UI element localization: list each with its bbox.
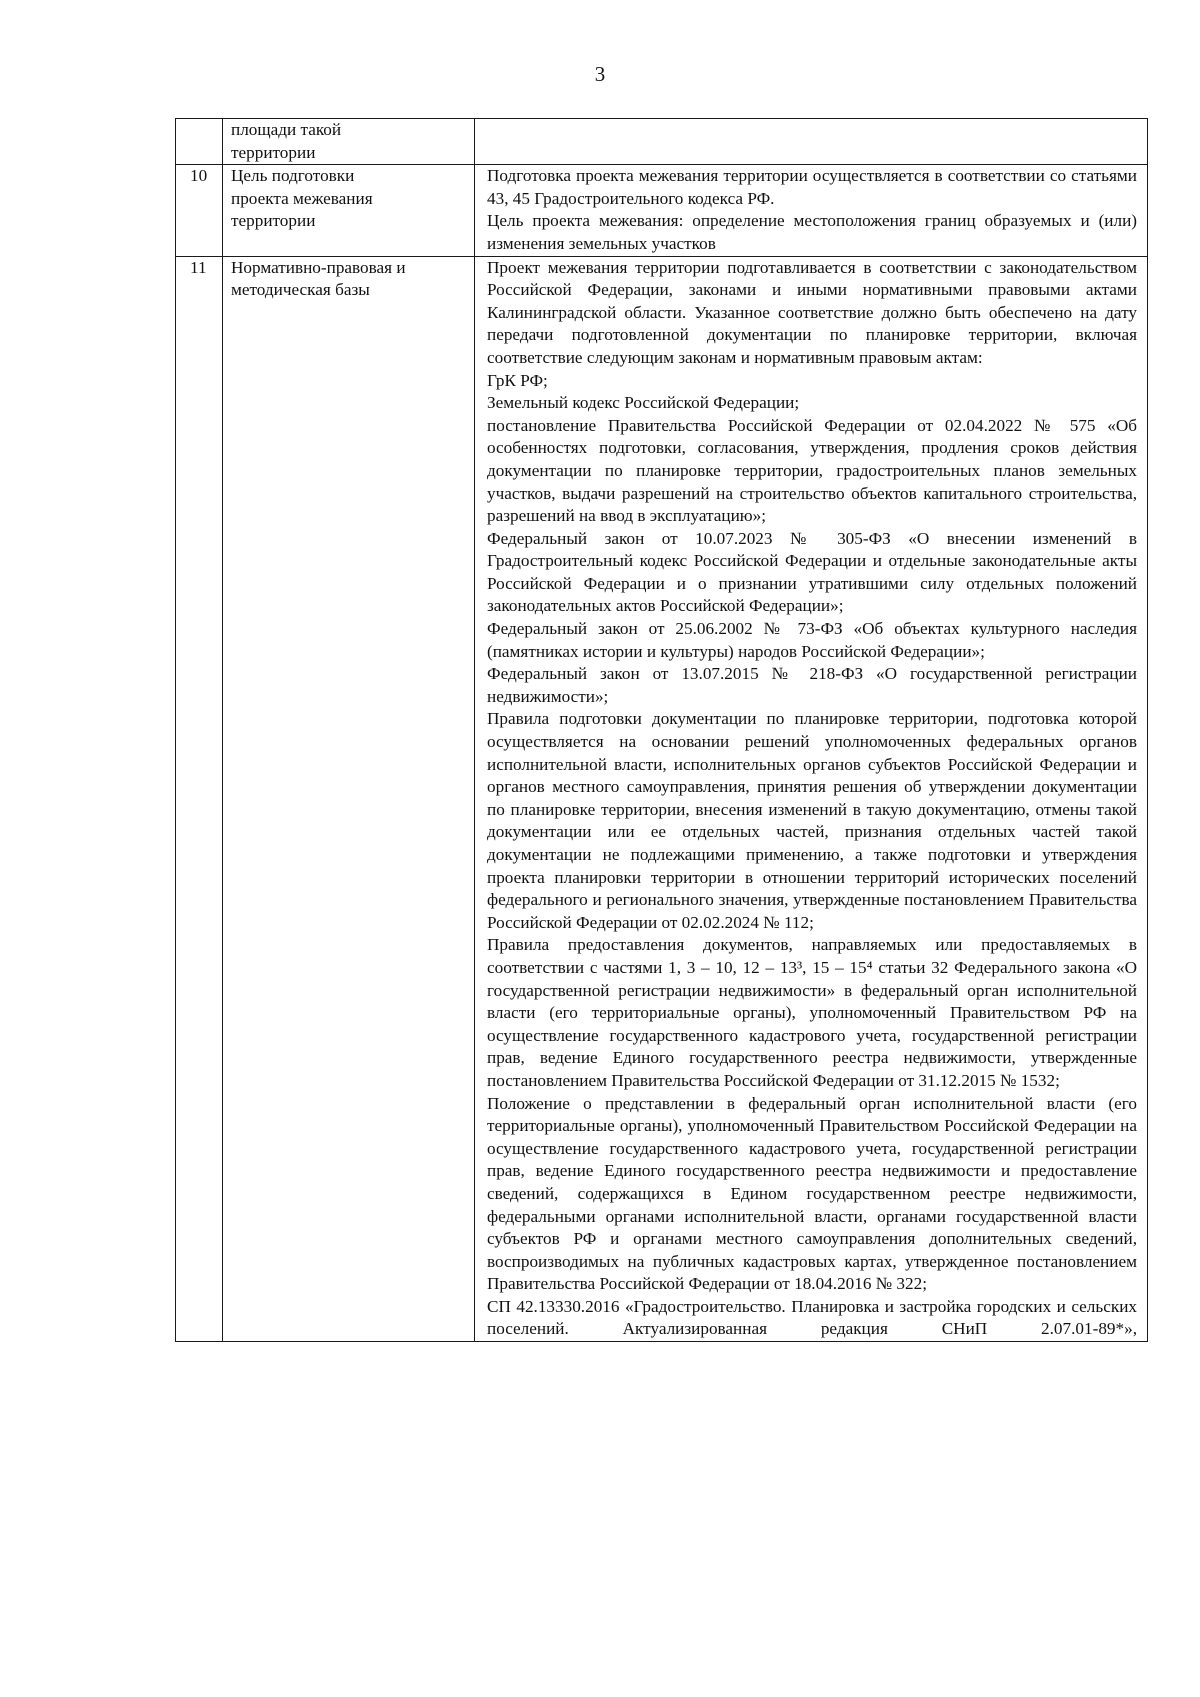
description-paragraph: постановление Правительства Российской Федерации от 02.04.2022 № 575 «Об особенностях подготовки, согласования, утверждения, продления сроков действия документации по планировке территории, градостроительных планов земельных участков, выдачи разрешений на строительство объектов капитального строительства, разрешений на ввод в эксплуатацию»; bbox=[487, 415, 1137, 526]
description-paragraph: Правила предоставления документов, направляемых или предоставляемых в соответствии с частями 1, 3 – 10, 12 – 13³, 15 – 15⁴ статьи 32 Федерального закона «О государственной регистрации недвижимости» в федеральный орган исполнительной власти (его территориальные органы), уполномоченный Правительством РФ на осуществление государственного кадастрового учета, государственной регистрации прав, ведение Единого государственного реестра недвижимости, утвержденные постановлением Правительства Российской Федерации от 31.12.2015 № 1532; bbox=[487, 935, 1137, 1090]
row-number bbox=[176, 119, 223, 165]
row-number: 11 bbox=[176, 256, 223, 1342]
row-description bbox=[475, 165, 1148, 256]
row-name: Цель подготовки проекта межевания территории bbox=[223, 165, 475, 256]
description-paragraph: Правила подготовки документации по планировке территории, подготовка которой осуществляется на основании решений уполномоченных федеральных органов исполнительной власти, исполнительных органов субъектов Российской Федерации и органов местного самоуправления, принятия решения об утверждении документации по планировке территории, внесения изменений в такую документацию, отмены такой документации или ее отдельных частей, признания отдельных частей такой документации не подлежащими применению, а также подготовки и утверждения проекта планировки территории в отношении территорий исторических поселений федерального и регионального значения, утвержденные постановлением Правительства Российской Федерации от 02.02.2024 № 112; bbox=[487, 709, 1137, 932]
row-number: 10 bbox=[176, 165, 223, 256]
description-paragraph: СП 42.13330.2016 «Градостроительство. Планировка и застройка городских и сельских поселений. Актуализированная редакция СНиП 2.07.01-89*», bbox=[487, 1296, 1137, 1339]
row-name: площади такой территории bbox=[223, 119, 475, 165]
description-paragraph: Положение о представлении в федеральный орган исполнительной власти (его территориальные органы), уполномоченный Правительством Российской Федерации на осуществление государственного кадастрового учета, государственной регистрации прав, ведение Единого государственного реестра недвижимости и предоставление сведений, содержащихся в Едином государственном реестре недвижимости, федеральными органами исполнительной власти, органами государственной власти субъектов РФ и органами местного самоуправления дополнительных сведений, воспроизводимых на публичных кадастровых картах, утвержденное постановлением Правительства Российской Федерации от 18.04.2016 № 322; bbox=[487, 1093, 1137, 1294]
description-paragraph: Проект межевания территории подготавливается в соответствии с законодательством Российской Федерации, законами и иными нормативными правовыми актами Калининградской области. Указанное соответствие должно быть обеспечено на дату передачи подготовленной документации по планировке территории, включая соответствие следующим законам и нормативным правовым актам: bbox=[487, 257, 1137, 367]
page-number: 3 bbox=[594, 62, 606, 86]
table-row bbox=[176, 165, 1148, 256]
row-name: Нормативно-правовая и методическая базы bbox=[223, 256, 475, 1342]
description-paragraph: ГрК РФ; bbox=[487, 370, 548, 390]
row-description bbox=[475, 119, 1148, 165]
description-paragraph: Цель проекта межевания: определение местоположения границ образуемых и (или) изменения земельных участков bbox=[487, 211, 1137, 253]
table-row bbox=[176, 119, 1148, 165]
description-paragraph: Федеральный закон от 25.06.2002 № 73-ФЗ «Об объектах культурного наследия (памятниках истории и культуры) народов Российской Федерации»; bbox=[487, 619, 1137, 661]
description-paragraph: Земельный кодекс Российской Федерации; bbox=[487, 393, 800, 413]
description-paragraph: Федеральный закон от 13.07.2015 № 218-ФЗ «О государственной регистрации недвижимости»; bbox=[487, 664, 1137, 706]
row-description bbox=[475, 256, 1148, 1342]
description-paragraph: Федеральный закон от 10.07.2023 № 305-ФЗ «О внесении изменений в Градостроительный кодекс Российской Федерации и отдельные законодательные акты Российской Федерации и о признании утратившими силу отдельных положений законодательных актов Российской Федерации»; bbox=[487, 528, 1137, 616]
table-row bbox=[176, 256, 1148, 1342]
description-paragraph: Подготовка проекта межевания территории осуществляется в соответствии со статьями 43, 45 Градостроительного кодекса РФ. bbox=[487, 166, 1137, 208]
requirements-table bbox=[175, 118, 1148, 1342]
